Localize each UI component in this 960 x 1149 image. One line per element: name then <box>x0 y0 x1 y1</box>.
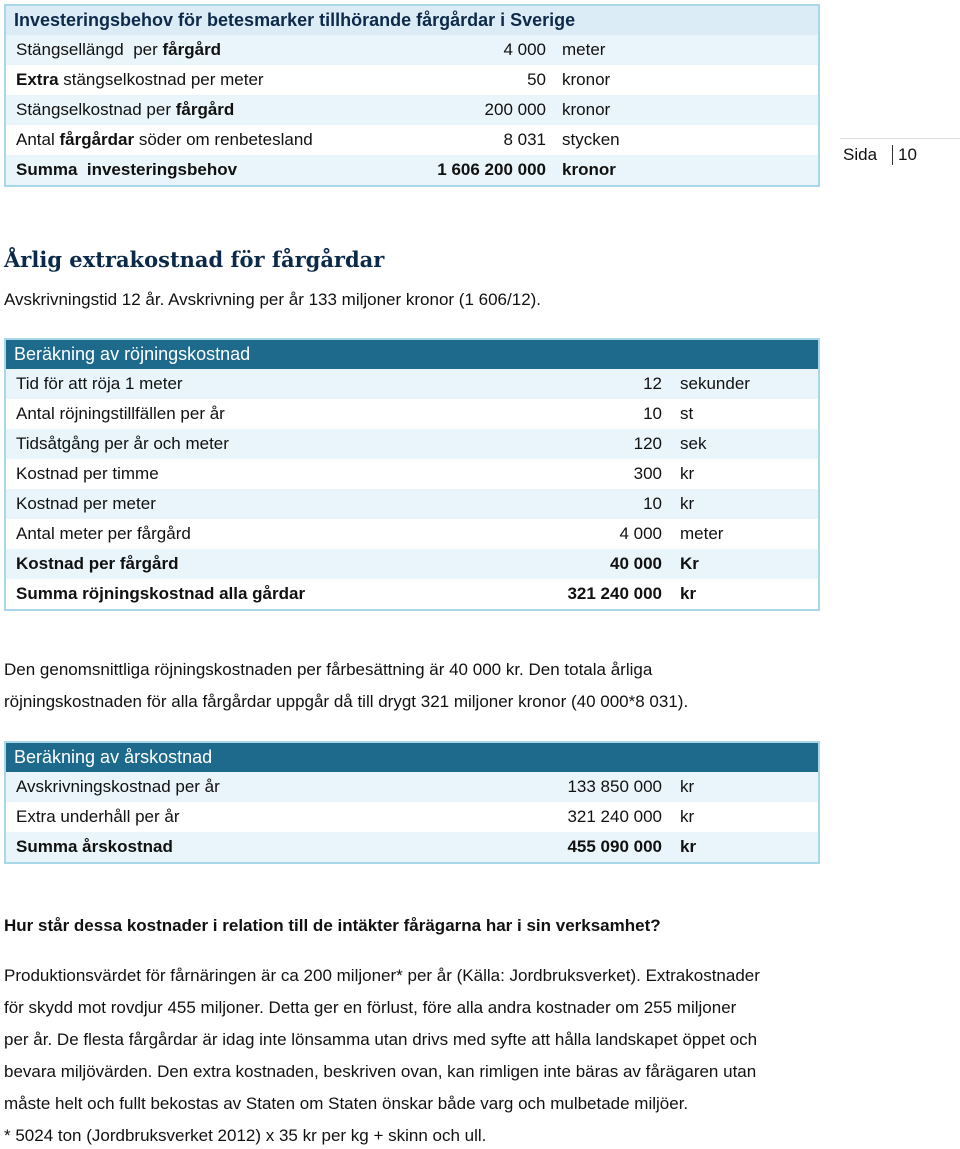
row-unit: kr <box>680 807 695 826</box>
clearing-cost-table <box>4 338 820 611</box>
table-row <box>6 459 818 489</box>
label-part-bold: fårgård <box>162 40 222 59</box>
table-row <box>6 95 818 125</box>
row-label: Summa röjningskostnad alla gårdar <box>16 584 306 603</box>
table-row <box>6 65 818 95</box>
row-label: Kostnad per fårgård <box>16 554 179 573</box>
table-row <box>6 519 818 549</box>
section-title: Årlig extrakostnad för fårgårdar <box>4 247 385 272</box>
table-row <box>6 429 818 459</box>
table-row <box>6 399 818 429</box>
table-row <box>6 155 818 185</box>
page-marker <box>840 138 960 171</box>
page-divider <box>892 145 893 165</box>
row-label: Summa årskostnad <box>16 837 173 856</box>
row-label <box>16 95 234 125</box>
row-value: 10 <box>643 494 662 513</box>
row-label <box>16 155 237 185</box>
row-value: 10 <box>643 404 662 423</box>
row-unit: kr <box>680 777 695 796</box>
row-unit: kr <box>680 464 695 483</box>
row-unit: Kr <box>680 554 699 573</box>
paragraph1-line1: Den genomsnittliga röjningskostnaden per fårbesättning är 40 000 kr. Den totala årliga <box>4 660 653 679</box>
row-label <box>16 65 264 95</box>
label-part-bold: Extra <box>16 70 64 89</box>
row-value: 12 <box>643 374 662 393</box>
table-row <box>6 369 818 399</box>
row-unit: sek <box>680 434 707 453</box>
row-unit: kronor <box>562 160 616 179</box>
row-value: 321 240 000 <box>567 584 662 603</box>
table-row <box>6 489 818 519</box>
table-row <box>6 35 818 65</box>
table-row <box>6 832 818 862</box>
table-row <box>6 802 818 832</box>
row-value: 8 031 <box>503 130 546 149</box>
row-label: Tid för att röja 1 meter <box>16 374 183 393</box>
investment-table-header: Investeringsbehov för betesmarker tillhörande fårgårdar i Sverige <box>6 6 818 35</box>
clearing-cost-table-header: Beräkning av röjningskostnad <box>6 340 818 369</box>
row-label <box>16 35 221 65</box>
paragraph2-line1: Produktionsvärdet för fårnäringen är ca 200 miljoner* per år (Källa: Jordbruksverket). Extrakostnader <box>4 966 760 985</box>
page-number: 10 <box>898 145 917 164</box>
row-value: 200 000 <box>484 100 546 119</box>
label-part-bold: fårgårdar <box>59 130 135 149</box>
row-unit: stycken <box>562 130 620 149</box>
row-unit: kr <box>680 584 697 603</box>
row-value: 1 606 200 000 <box>437 160 546 179</box>
row-label: Antal meter per fårgård <box>16 524 191 543</box>
row-unit: kronor <box>562 100 611 119</box>
paragraph2-line2: för skydd mot rovdjur 455 miljoner. Detta ger en förlust, före alla andra kostnader om 255 miljoner <box>4 998 737 1017</box>
row-unit: st <box>680 404 694 423</box>
row-value: 4 000 <box>619 524 662 543</box>
annual-cost-table-header: Beräkning av årskostnad <box>6 743 818 772</box>
page-label: Sida <box>843 145 878 164</box>
paragraph1-line2: röjningskostnaden för alla fårgårdar uppgår då till drygt 321 miljoner kronor (40 000*8 031). <box>4 692 689 711</box>
label-part: Stängsellängd per <box>16 40 163 59</box>
table-row <box>6 579 818 609</box>
row-value: 40 000 <box>610 554 662 573</box>
row-label: Extra underhåll per år <box>16 807 180 826</box>
investment-table <box>4 4 820 187</box>
row-label: Kostnad per timme <box>16 464 159 483</box>
table-row <box>6 549 818 579</box>
paragraph2-line4: bevara miljövärden. Den extra kostnaden, beskriven ovan, kan rimligen inte bäras av fårägaren utan <box>4 1062 757 1081</box>
row-unit: kr <box>680 837 697 856</box>
label-part: stängselkostnad per meter <box>63 70 264 89</box>
paragraph2-line5: måste helt och fullt bekostas av Staten om Staten önskar både varg och mulbetade miljöer. <box>4 1094 689 1113</box>
row-value: 4 000 <box>503 40 546 59</box>
table-row <box>6 125 818 155</box>
row-value: 455 090 000 <box>567 837 662 856</box>
question-heading: Hur står dessa kostnader i relation till de intäkter fårägarna har i sin verksamhet? <box>4 916 661 935</box>
depreciation-text: Avskrivningstid 12 år. Avskrivning per år 133 miljoner kronor (1 606/12). <box>4 290 542 309</box>
row-unit: meter <box>562 40 606 59</box>
row-value: 300 <box>633 464 662 483</box>
row-unit: sekunder <box>680 374 750 393</box>
row-unit: kronor <box>562 70 611 89</box>
row-value: 120 <box>633 434 662 453</box>
label-part: Antal <box>16 130 60 149</box>
row-value: 133 850 000 <box>567 777 662 796</box>
row-value: 321 240 000 <box>567 807 662 826</box>
row-label <box>16 125 313 155</box>
row-value: 50 <box>527 70 546 89</box>
label-part: Stängselkostnad per <box>16 100 176 119</box>
row-label: Tidsåtgång per år och meter <box>16 434 229 453</box>
table-row <box>6 772 818 802</box>
row-label: Antal röjningstillfällen per år <box>16 404 225 423</box>
row-label: Kostnad per meter <box>16 494 156 513</box>
footnote: * 5024 ton (Jordbruksverket 2012) x 35 kr per kg + skinn och ull. <box>4 1126 487 1145</box>
paragraph2-line3: per år. De flesta fårgårdar är idag inte lönsamma utan drivs med syfte att hålla landskapet öppet och <box>4 1030 758 1049</box>
annual-cost-table <box>4 741 820 864</box>
label-part: söder om renbetesland <box>134 130 313 149</box>
label-part-bold: Summa investeringsbehov <box>16 160 238 179</box>
row-label: Avskrivningskostnad per år <box>16 777 220 796</box>
row-unit: meter <box>680 524 724 543</box>
row-unit: kr <box>680 494 695 513</box>
label-part-bold: fårgård <box>175 100 235 119</box>
